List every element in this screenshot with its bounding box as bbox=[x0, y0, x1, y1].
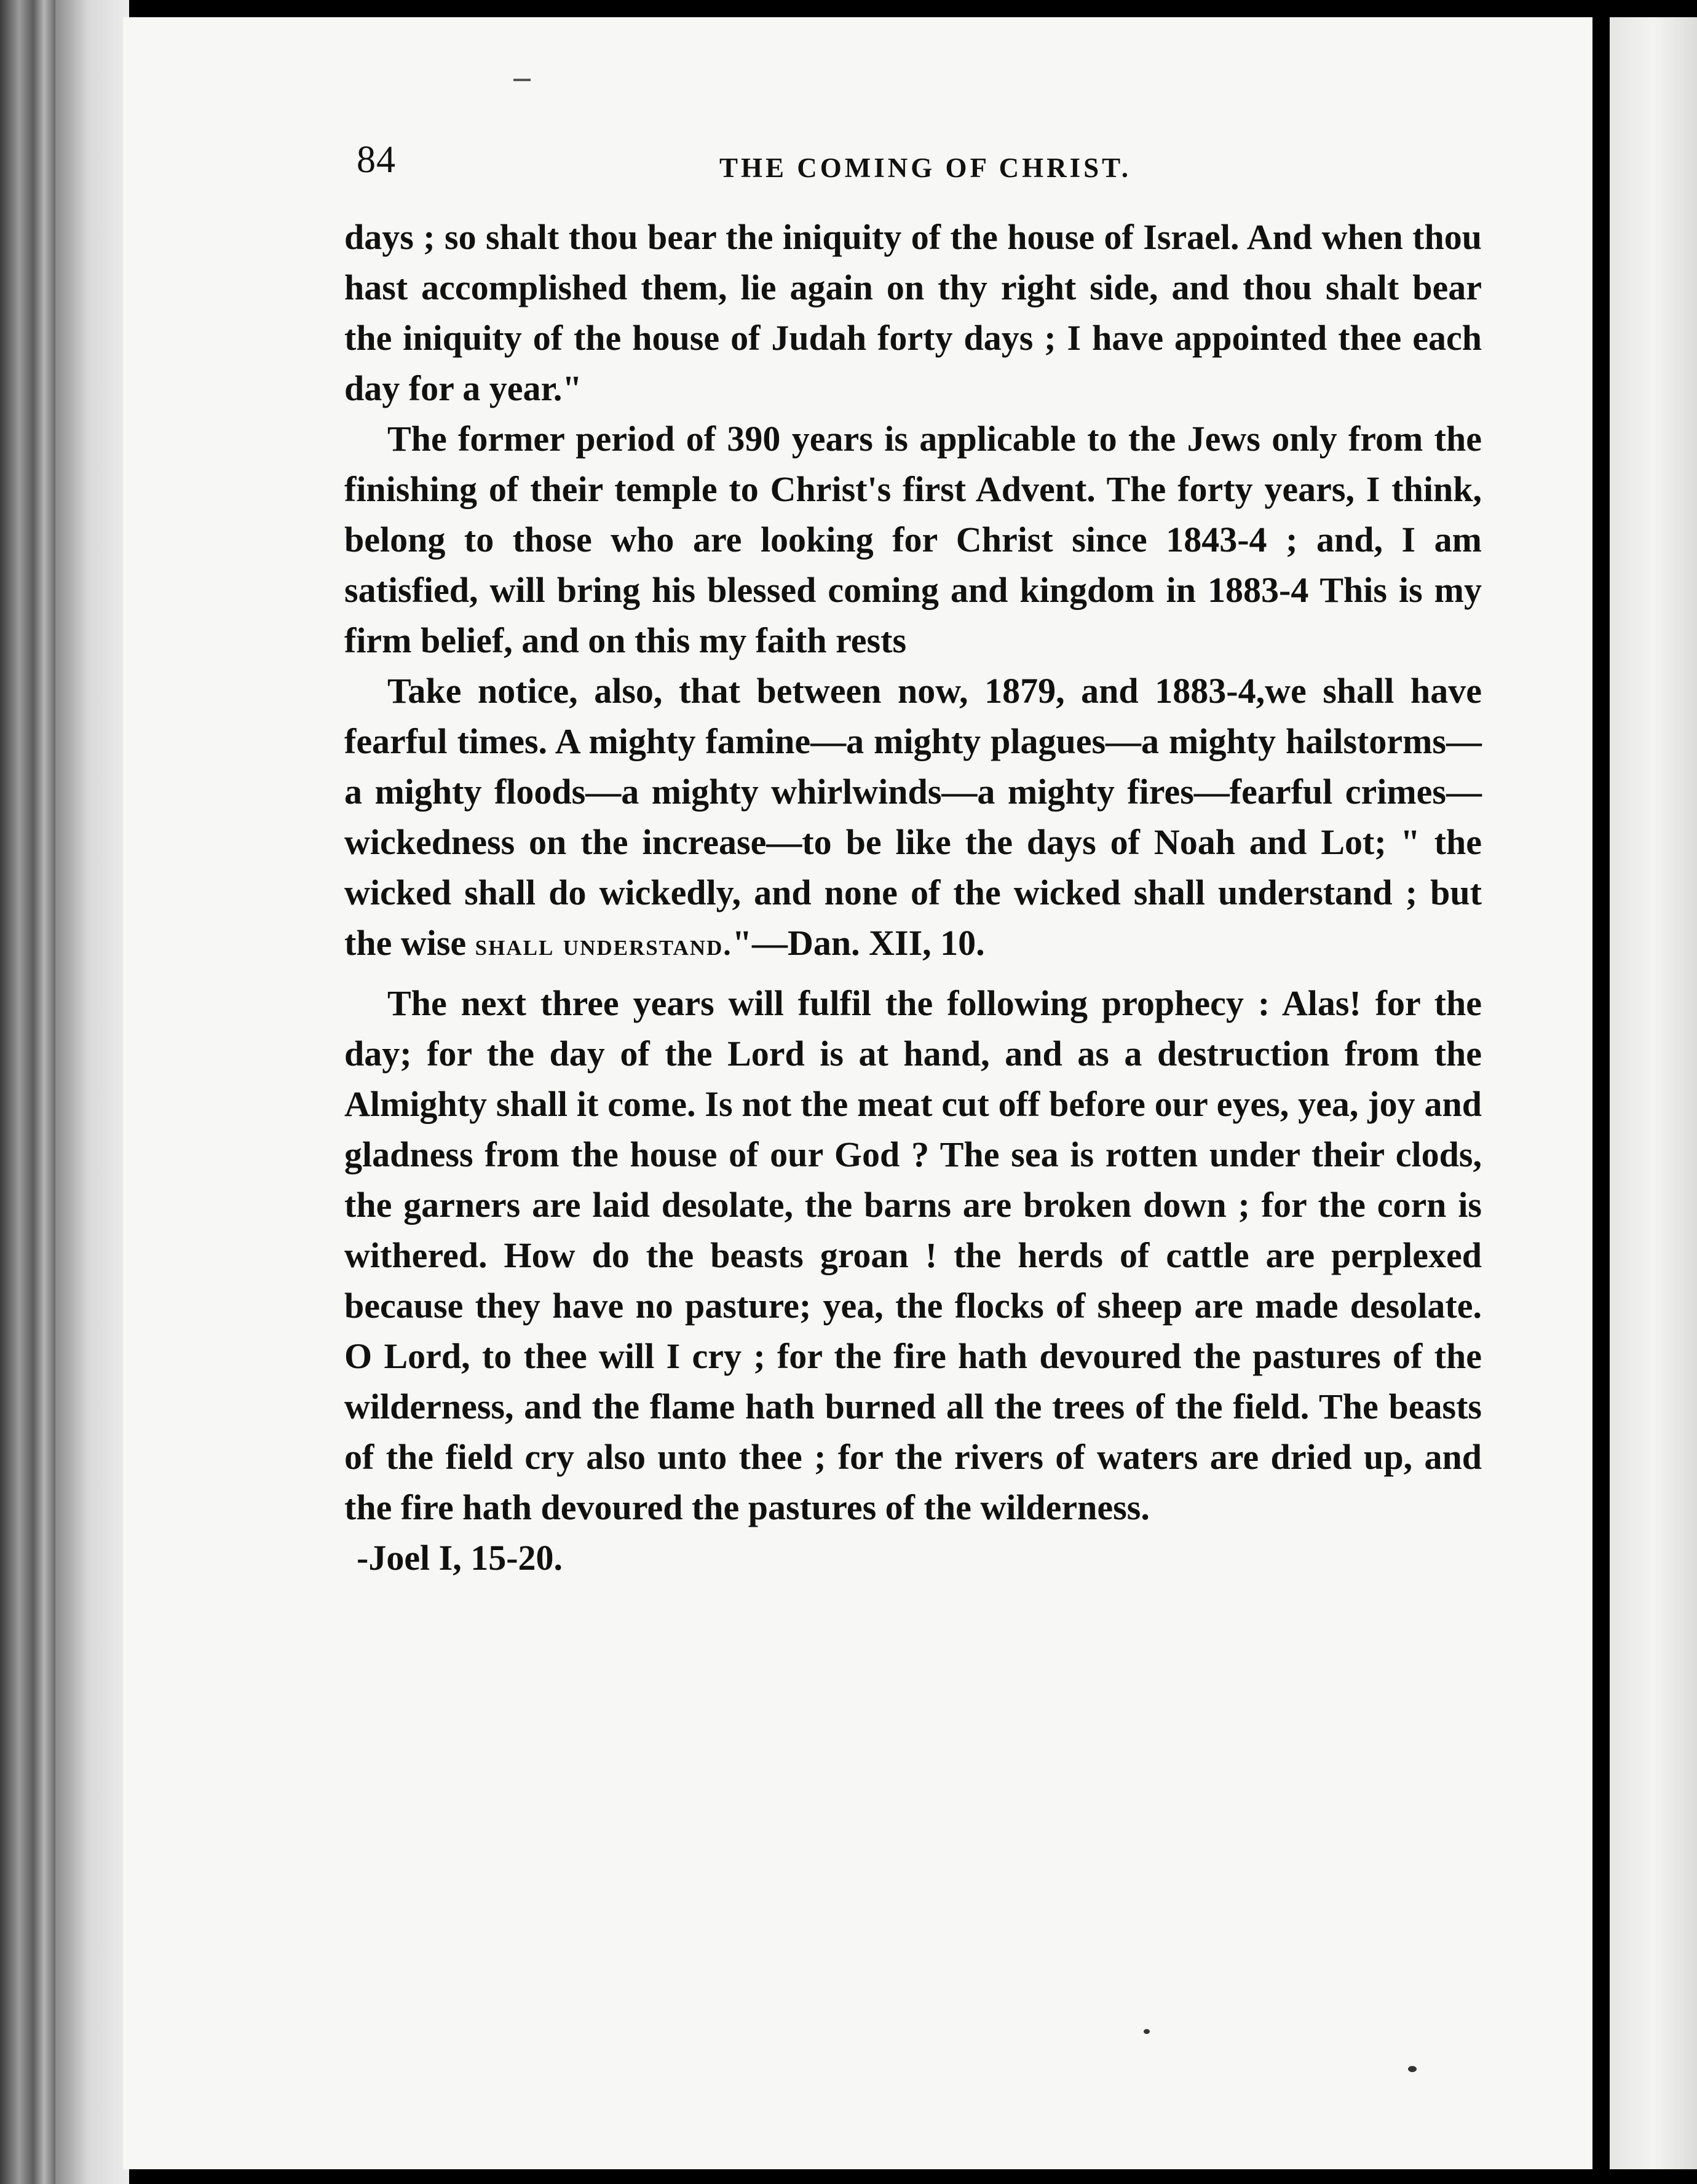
paragraph-2: The former period of 390 years is applicable to the Jews only from the finishing of their temple to Christ's first Advent. The forty years, I think, belong to those who are looking for Christ since 1843-4 ; and, I am satisfied, will bring his blessed coming and kingdom in 1883-4 This is my firm belief, and on this my faith rests bbox=[344, 419, 1482, 660]
paragraph-1: days ; so shalt thou bear the iniquity of the house of Israel. And when thou hast accomplished them, lie again on thy right side, and thou shalt bear the iniquity of the house of Judah forty days ; I have appointed thee each day for a year." bbox=[344, 217, 1482, 408]
facing-page-edge bbox=[1610, 17, 1697, 2169]
running-title: THE COMING OF CHRIST. bbox=[719, 152, 1132, 183]
paragraph-3-reference: "—Dan. XII, 10. bbox=[732, 923, 985, 963]
paragraph-3-text: Take notice, also, that between now, 1879, and 1883-4,we shall have fearful times. A mighty famine—a mighty plagues—a mighty hailstorms—a mighty floods—a mighty whirlwinds—a mighty fires—fearful crimes—wickedness on the increase—to be like the days of Noah and Lot; " the wicked shall do wickedly, and none of the wicked shall understand ; but the wise bbox=[344, 671, 1482, 963]
print-speck bbox=[1144, 2029, 1150, 2034]
page-header bbox=[357, 138, 1599, 194]
printer-mark bbox=[513, 79, 531, 81]
paragraph-3 bbox=[344, 666, 1482, 970]
page-body-text bbox=[344, 212, 1482, 1583]
print-speck bbox=[1408, 2066, 1417, 2072]
scripture-citation: -Joel I, 15-20. bbox=[357, 1538, 563, 1578]
paragraph-4: The next three years will fulfil the following prophecy : Alas! for the day; for the day of the Lord is at hand, and as a destruction from the Almighty shall it come. Is not the meat cut off before our eyes, yea, joy and gladness from the house of our God ? The sea is rotten under their clods, the garners are laid desolate, the barns are broken down ; for the corn is withered. How do the beasts groan ! the herds of cattle are perplexed because they have no pasture; yea, the flocks of sheep are made desolate. O Lord, to thee will I cry ; for the fire hath devoured the pastures of the wilderness, and the flame hath burned all the trees of the field. The beasts of the field cry also unto thee ; for the rivers of waters are dried up, and the fire hath devoured the pastures of the wilderness. bbox=[344, 983, 1482, 1527]
book-spine bbox=[0, 0, 55, 2184]
binding-shadow bbox=[55, 0, 129, 2184]
paragraph-3-smallcaps: shall understand. bbox=[475, 927, 732, 962]
page-number: 84 bbox=[357, 139, 396, 181]
